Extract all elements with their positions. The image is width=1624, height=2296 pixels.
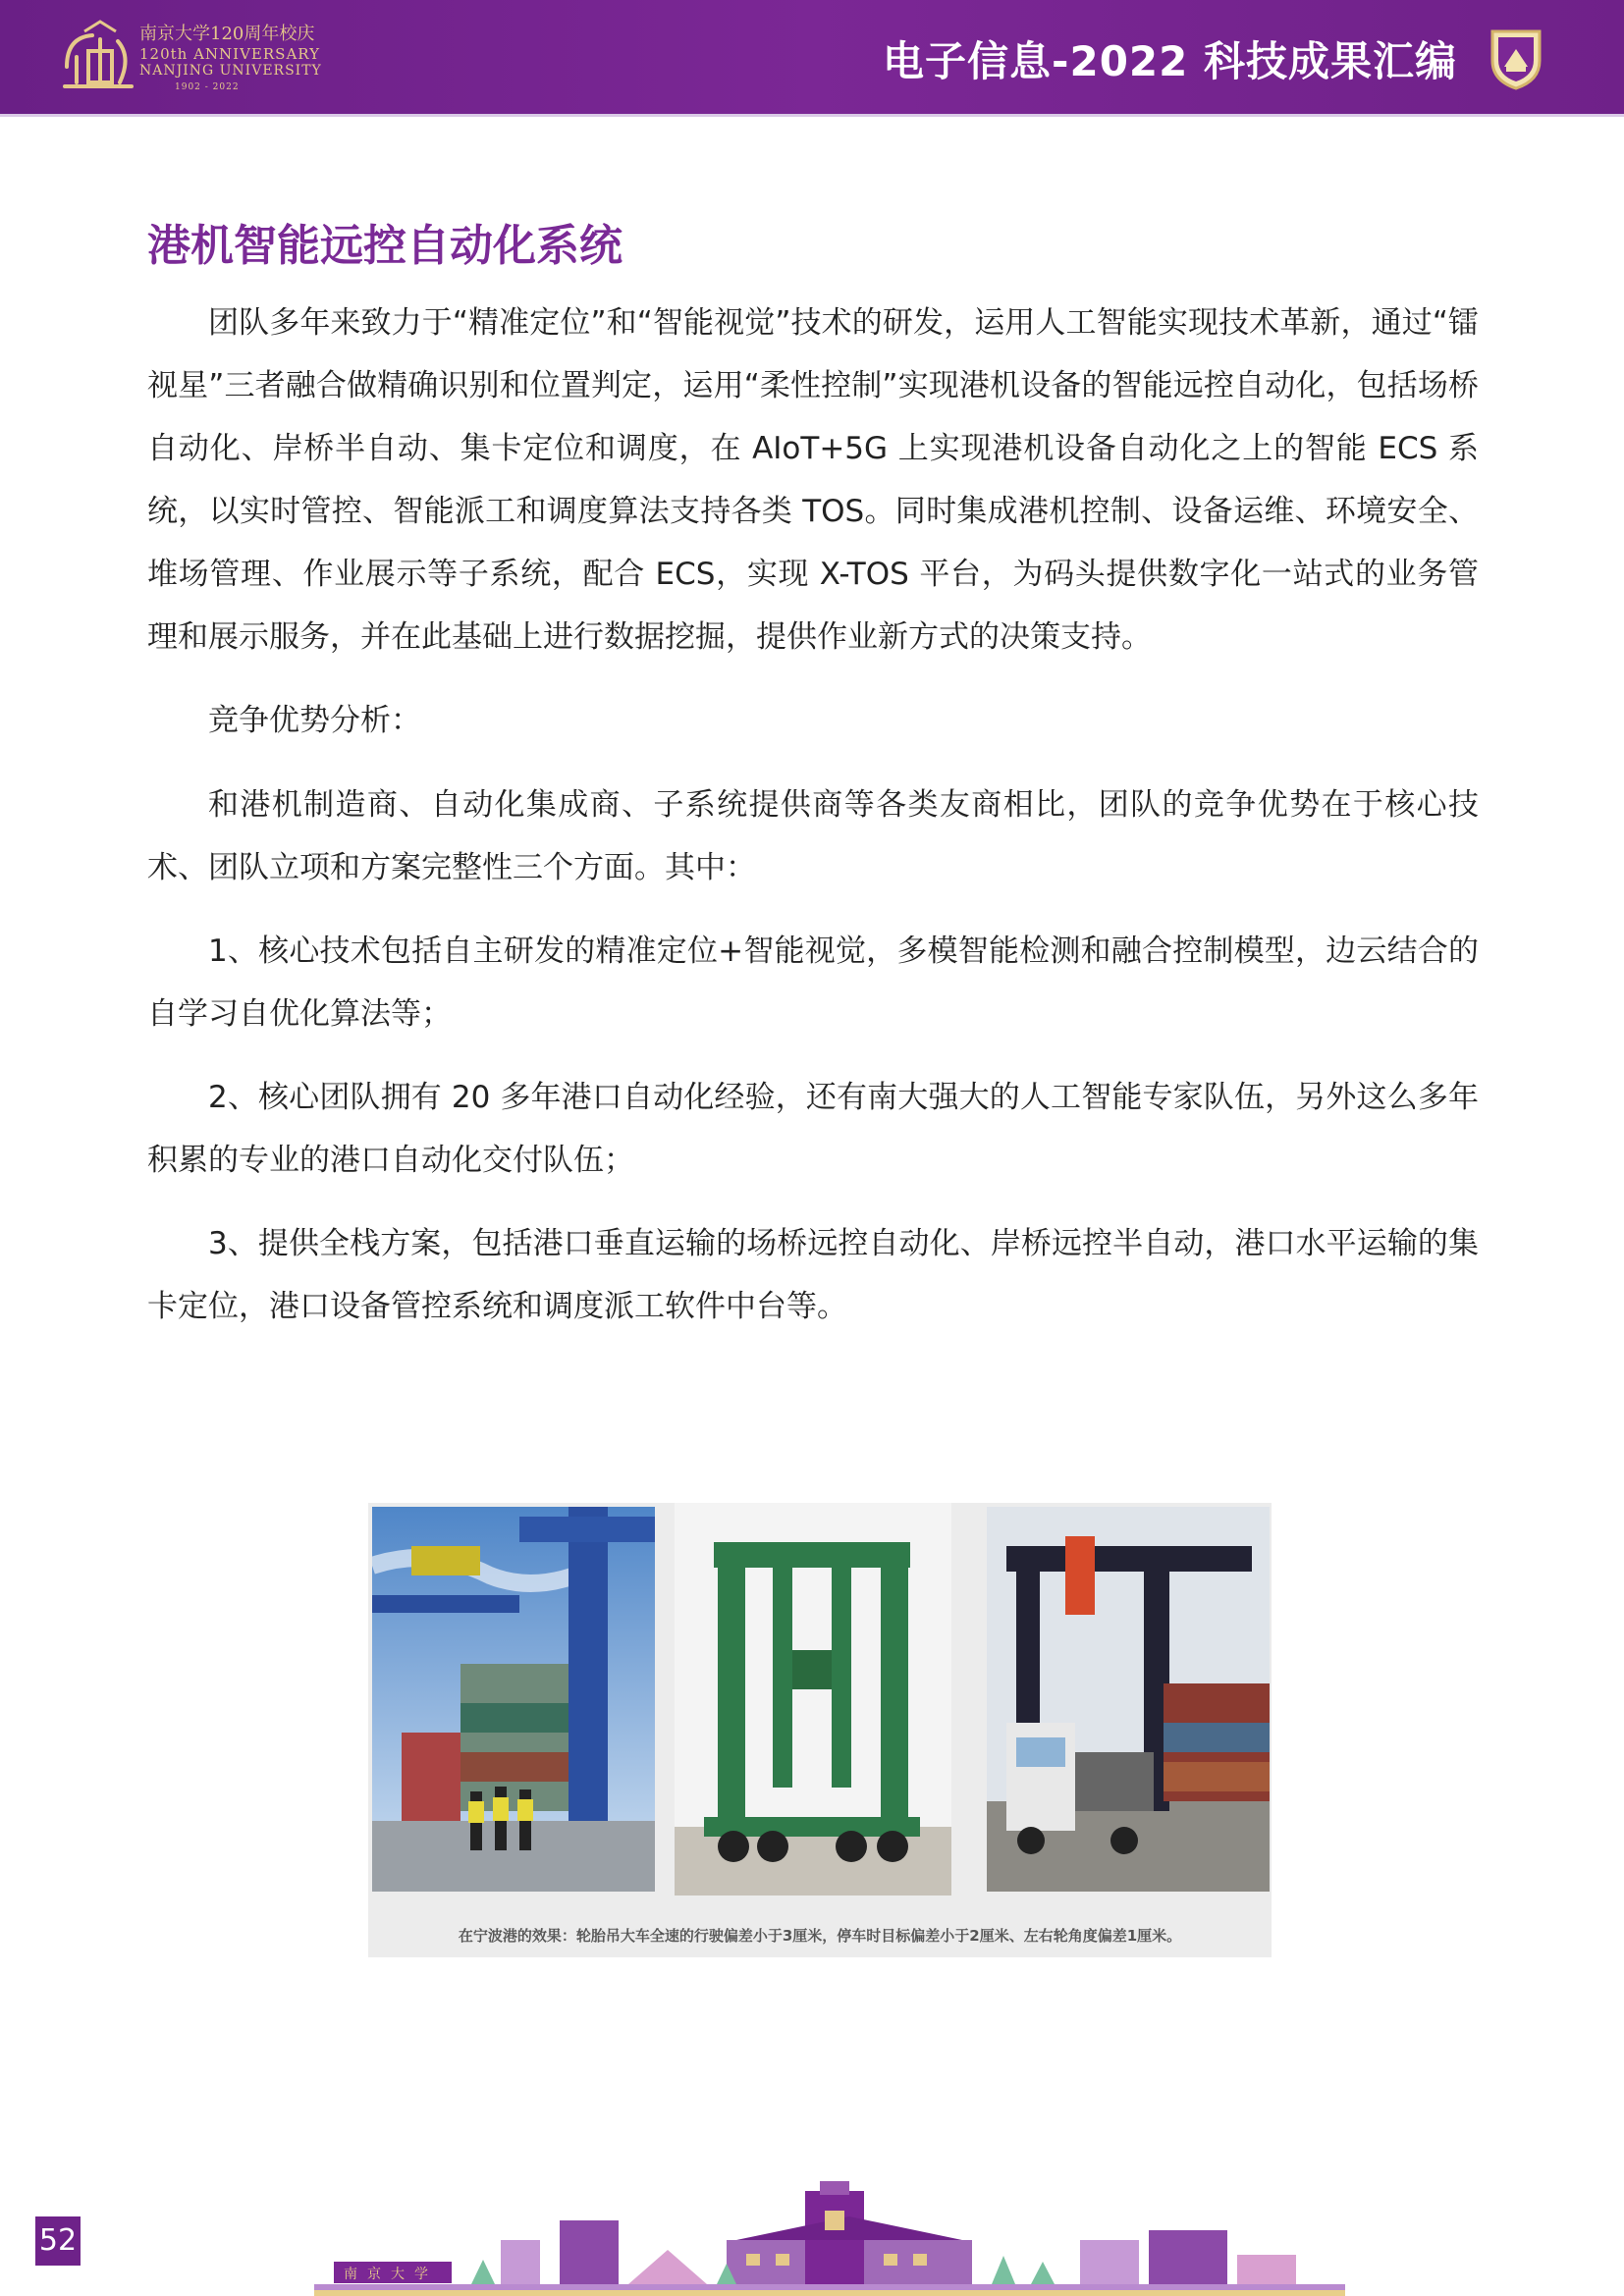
point-2-paragraph: 2、核心团队拥有 20 多年港口自动化经验，还有南大强大的人工智能专家队伍，另外这么多年积累的专业的港口自动化交付队伍； [147,1080,1479,1178]
logo-en-line2: NANJING UNIVERSITY [139,63,322,79]
point-1-paragraph: 1、核心技术包括自主研发的精准定位+智能视觉，多模智能检测和融合控制模型，边云结合的自学习自优化算法等； [147,934,1479,1032]
port-crane-figure [368,1503,1272,1957]
logo-cn-text: 南京大学120周年校庆 [139,24,315,44]
comparison-paragraph: 和港机制造商、自动化集成商、子系统提供商等各类友商相比，团队的竞争优势在于核心技术、团队立项和方案完整性三个方面。其中： [147,787,1479,885]
footer-banner-text: 南京大学 [344,2267,438,2282]
anniversary-emblem-icon [59,18,137,96]
photo-rtg-crane [675,1503,951,1896]
photo-crane-workers [372,1507,655,1892]
page-header [0,0,1624,117]
point-2-block [147,1066,1479,1192]
advantage-heading-block [147,689,1479,752]
page-number: 52 [35,2216,81,2266]
intro-paragraph: 团队多年来致力于“精准定位”和“智能视觉”技术的研发，运用人工智能实现技术革新，通过“镭视星”三者融合做精确识别和位置判定，运用“柔性控制”实现港机设备的智能远控自动化，包括场桥自动化、岸桥半自动、集卡定位和调度，在 AIoT+5G 上实现港机设备自动化之上的智能 ECS 系统，以实时管控、智能派工和调度算法支持各类 TOS。同时集成港机控制、设备运维、环境安全、堆场管理、作业展示等子系统，配合 ECS，实现 X-TOS 平台，为码头提供数字化一站式的业务管理和展示服务，并在此基础上进行数据挖掘，提供作业新方式的决策支持。 [147,305,1479,655]
advantage-heading: 竞争优势分析： [208,703,421,738]
university-crest-icon [1489,26,1543,90]
point-3-paragraph: 3、提供全栈方案，包括港口垂直运输的场桥远控自动化、岸桥远控半自动，港口水平运输的集卡定位，港口设备管控系统和调度派工软件中台等。 [147,1226,1479,1324]
body-text [147,292,1479,668]
photo-truck-crane [987,1507,1270,1892]
document-title: 电子信息-2022 科技成果汇编 [883,37,1457,85]
point-1-block [147,920,1479,1045]
logo-en-line1: 120th ANNIVERSARY [139,45,321,63]
logo-years: 1902 - 2022 [175,82,240,92]
section-title: 港机智能远控自动化系统 [147,221,623,271]
comparison-block [147,774,1479,899]
campus-skyline-icon [314,2181,1345,2296]
anniversary-logo [59,18,322,96]
point-3-block [147,1212,1479,1338]
figure-caption: 在宁波港的效果：轮胎吊大车全速的行驶偏差小于3厘米，停车时目标偏差小于2厘米、左右轮角度偏差1厘米。 [458,1927,1182,1945]
